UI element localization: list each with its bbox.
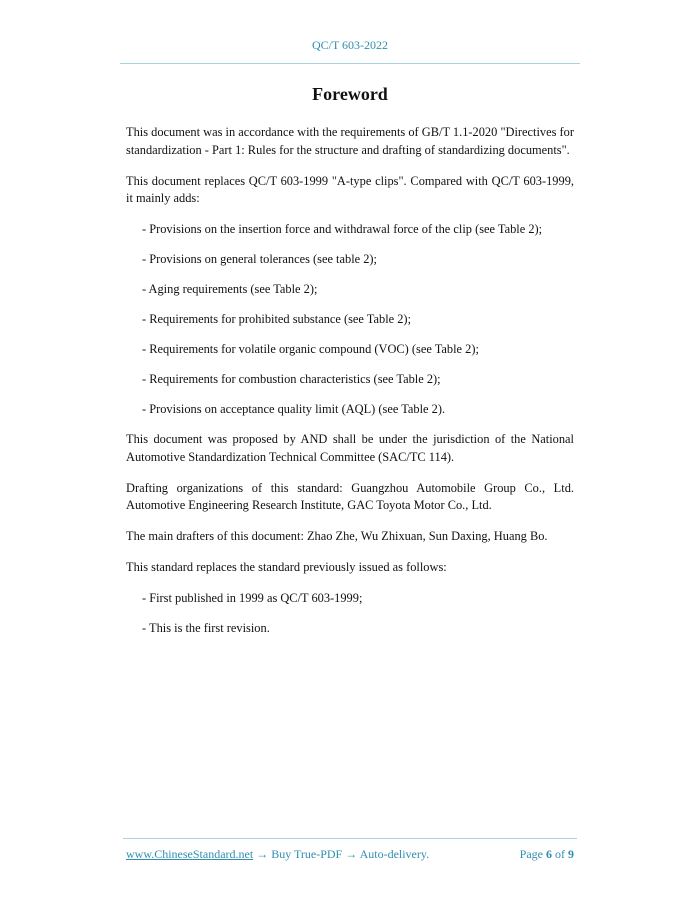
footer-left bbox=[126, 847, 429, 862]
document-body bbox=[126, 124, 574, 650]
page-current: 6 bbox=[546, 847, 552, 861]
list-item: - Provisions on the insertion force and withdrawal force of the clip (see Table 2); bbox=[142, 222, 543, 236]
page-label: Page bbox=[519, 847, 543, 861]
document-code-header: QC/T 603-2022 bbox=[311, 38, 389, 52]
page-footer bbox=[126, 847, 574, 862]
paragraph: The main drafters of this document: Zhao Zhe, Wu Zhixuan, Sun Daxing, Huang Bo. bbox=[126, 529, 548, 543]
list-item: - Provisions on general tolerances (see table 2); bbox=[142, 252, 377, 266]
list-item: - Requirements for combustion characteristics (see Table 2); bbox=[142, 372, 441, 386]
list-item: - This is the first revision. bbox=[142, 621, 270, 635]
paragraph: This document replaces QC/T 603-1999 "A-type clips". Compared with QC/T 603-1999, it mainly adds: bbox=[126, 173, 574, 205]
website-link[interactable]: www.ChineseStandard.net bbox=[126, 847, 254, 861]
list-item: - First published in 1999 as QC/T 603-1999; bbox=[142, 591, 363, 605]
paragraph: Drafting organizations of this standard: Guangzhou Automobile Group Co., Ltd. Automotive Engineering Research Institute, GAC Toyota Motor Co., Ltd. bbox=[126, 480, 574, 512]
page-title: Foreword bbox=[312, 84, 388, 104]
list-item: - Aging requirements (see Table 2); bbox=[142, 282, 318, 296]
list-item: - Requirements for volatile organic compound (VOC) (see Table 2); bbox=[142, 342, 479, 356]
page-total: 9 bbox=[568, 847, 574, 861]
page-of: of bbox=[555, 847, 565, 861]
list-item: - Requirements for prohibited substance (see Table 2); bbox=[142, 312, 412, 326]
paragraph: This document was proposed by AND shall be under the jurisdiction of the National Automotive Standardization Technical Committee (SAC/TC 114). bbox=[126, 432, 574, 464]
page-indicator bbox=[520, 847, 574, 862]
footer-tagline: → Buy True-PDF → Auto-delivery. bbox=[253, 847, 430, 861]
paragraph: This standard replaces the standard previously issued as follows: bbox=[126, 560, 447, 574]
list-item: - Provisions on acceptance quality limit (AQL) (see Table 2). bbox=[142, 402, 446, 416]
header-divider bbox=[120, 63, 580, 64]
footer-divider bbox=[123, 838, 577, 839]
paragraph: This document was in accordance with the requirements of GB/T 1.1-2020 "Directives for standardization - Part 1: Rules for the structure and drafting of standardizing documents". bbox=[126, 125, 574, 157]
